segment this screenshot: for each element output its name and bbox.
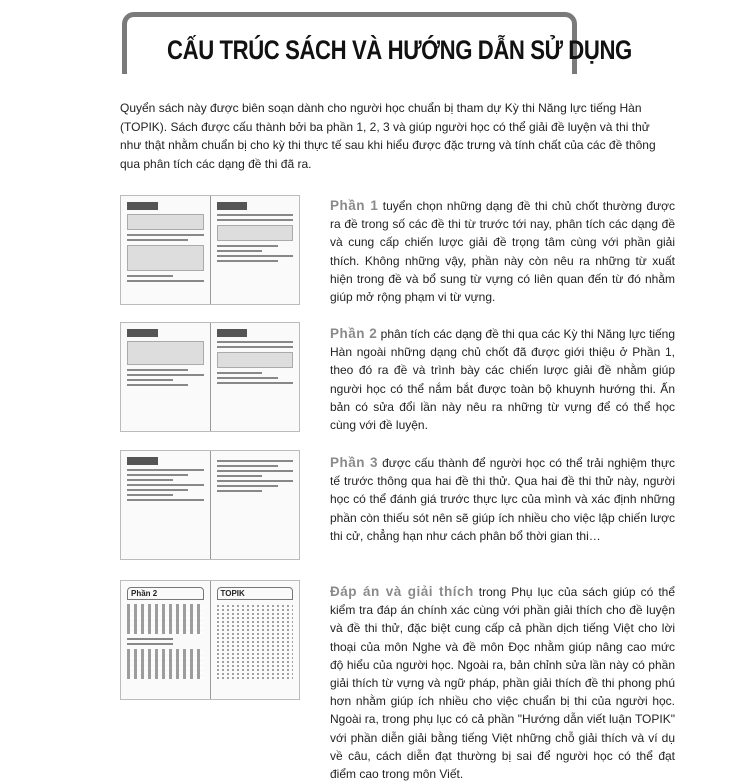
section-body: phân tích các dạng đề thi qua các Kỳ thi Năng lực tiếng Hàn ngoài những dạng chủ chốt đã được giới thiệu ở Phần 1, theo đó ra đề và trình bày các chiến lược giải đề nhằm giúp người học có thể nắm bắt được toàn bộ khuynh hướng thi. Ấn bản có sửa đổi lần này nêu ra những từ vựng để có thể học cùng với đề luyện. [330, 327, 676, 433]
section-part-3 [330, 454, 675, 545]
section-lead: Phần 2 [330, 326, 378, 341]
section-body: tuyển chọn những dạng đề thi chủ chốt thường được ra đề trong số các đề thi từ trước tới nay, phân tích các dạng đề và cung cấp chiến lược giải đề trọng tâm cùng với phần giải thích. Không những vậy, phần này còn nêu ra những từ xuất hiện trong đề và bổ sung từ vựng có liên quan đến từ đó nhằm giúp mở rộng phạm vi từ vựng. [330, 199, 675, 305]
section-lead: Phần 1 [330, 198, 379, 213]
intro-paragraph: Quyển sách này được biên soạn dành cho người học chuẩn bị tham dự Kỳ thi Năng lực tiếng Hàn (TOPIK). Sách được cấu thành bởi ba phần 1, 2, 3 và giúp người học có thể giải đề luyện và thi thử như thật nhằm chuẩn bị cho kỳ thi thực tế sau khi hiểu được đặc trưng và tính chất của các đề thông qua phân tích các dạng đề thi đã ra. [120, 101, 656, 171]
section-part-1 [330, 197, 675, 306]
thumbnail-part-3 [120, 450, 300, 560]
thumbnail-label: TOPIK [217, 587, 294, 600]
thumbnail-label: Phần 2 [127, 587, 204, 600]
section-part-2 [330, 325, 675, 434]
section-lead: Phần 3 [330, 455, 379, 470]
section-answers [330, 583, 675, 783]
page-title: CẤU TRÚC SÁCH VÀ HƯỚNG DẪN SỬ DỤNG [167, 35, 632, 65]
section-lead: Đáp án và giải thích [330, 584, 474, 599]
thumbnail-part-2 [120, 322, 300, 432]
thumbnail-part-1 [120, 195, 300, 305]
section-body: được cấu thành để người học có thể trải nghiệm thực tế trước thông qua hai đề thi thử. Qua hai đề thi thử này, người học có thể đánh giá trước thực lực của mình và xác định những phần còn thiếu sót nên sẽ giúp ích nhiều cho việc lập chiến lược thi cử, chẳng hạn như cách phân bổ thời gian thi… [330, 456, 676, 543]
section-body: trong Phụ lục của sách giúp có thể kiểm tra đáp án chính xác cùng với phần giải thích cho đề luyện và đề thi thử, đặc biệt cung cấp cả phần dịch tiếng Việt cho lời thoại của môn Nghe và đề môn Đọc nhằm giúp nâng cao mức độ hiểu của người học. Ngoài ra, bản chỉnh sửa lần này có phần giải thích từ vựng và ngữ pháp, phần giải thích đề thi phong phú hơn nhằm giúp ích nhiều cho việc chuẩn bị thi của người học. Ngoài ra, trong phụ lục có cả phần "Hướng dẫn viết luận TOPIK" với phần diễn giải bằng tiếng Việt những chỗ giải thích và ví dụ về câu, cách diễn đạt thường bị sai để người học có thể đạt điểm cao trong môn Viết. [330, 585, 676, 782]
title-frame [122, 12, 632, 74]
thumbnail-answers [120, 580, 300, 700]
